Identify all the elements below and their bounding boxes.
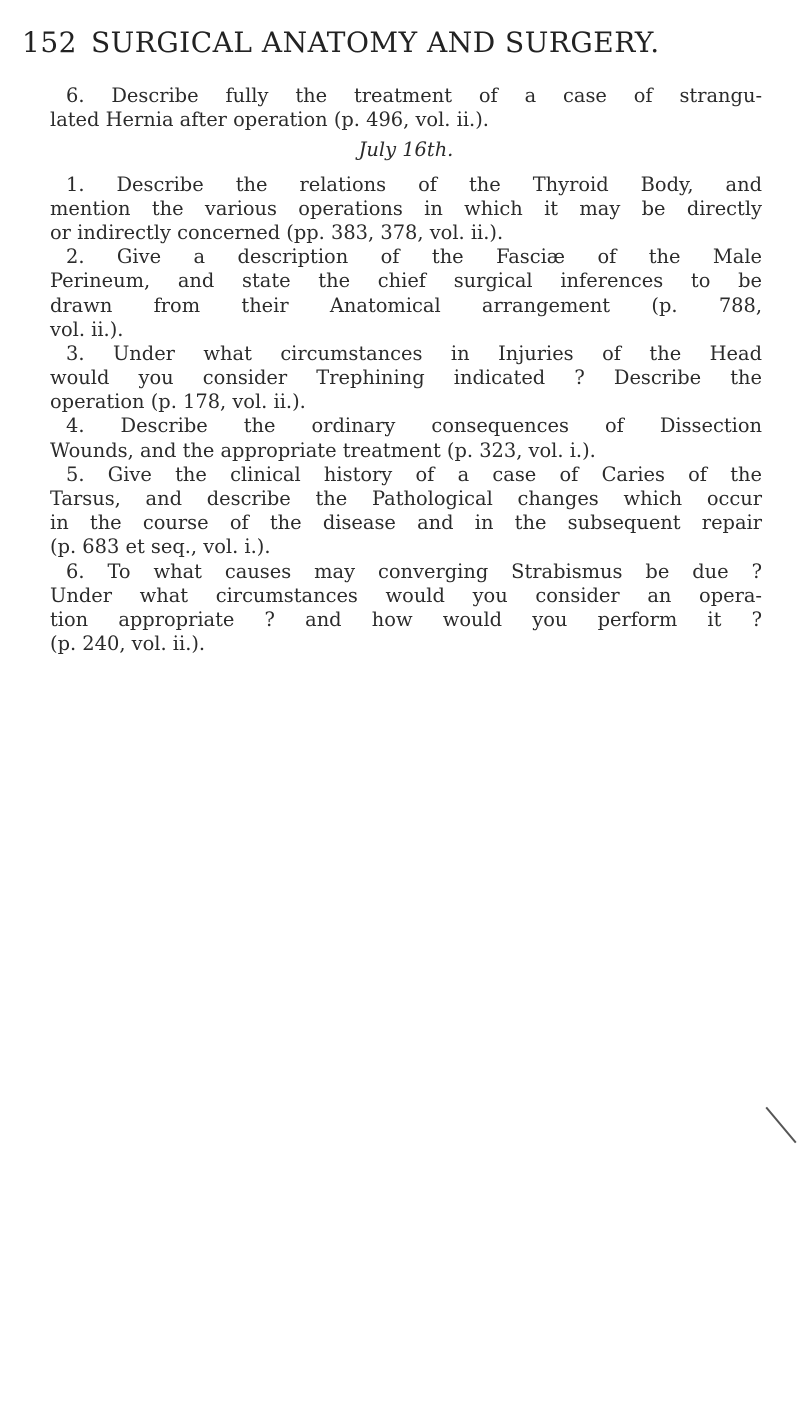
- question-6b-line-4: (p. 240, vol. ii.).: [50, 632, 206, 656]
- question-4-line-2: Wounds, and the appropriate treatment (p. 323, vol. i.).: [50, 438, 596, 462]
- question-5-line-3: in the course of the disease and in the subsequent repair: [50, 511, 762, 535]
- question-5-line-4: (p. 683 et seq., vol. i.).: [50, 535, 271, 559]
- question-3-line-3: operation (p. 178, vol. ii.).: [50, 390, 306, 414]
- pencil-mark: [765, 1107, 796, 1144]
- exam-questions: [50, 84, 762, 656]
- question-1-line-2: mention the various operations in which it may be directly: [50, 196, 762, 220]
- question-6b-line-1: 6. To what causes may converging Strabismus be due ?: [66, 559, 762, 583]
- question-6b-line-2: Under what circumstances would you consider an opera-: [50, 583, 762, 607]
- section-date: July 16th.: [358, 138, 454, 162]
- question-2-line-3: drawn from their Anatomical arrangement (p. 788,: [50, 293, 762, 317]
- question-5-line-1: 5. Give the clinical history of a case of Caries of the: [66, 462, 762, 486]
- question-4-line-1: 4. Describe the ordinary consequences of Dissection: [66, 414, 762, 438]
- question-2-line-2: Perineum, and state the chief surgical inferences to be: [50, 269, 762, 293]
- question-5-line-2: Tarsus, and describe the Pathological changes which occur: [50, 487, 762, 510]
- question-2-line-4: vol. ii.).: [50, 317, 124, 341]
- question-6-line-2: lated Hernia after operation (p. 496, vol. ii.).: [50, 108, 489, 132]
- question-3-line-2: would you consider Trephining indicated ? Describe the: [50, 366, 762, 390]
- question-2-line-1: 2. Give a description of the Fasciæ of the Male: [66, 245, 762, 269]
- question-6b-line-3: tion appropriate ? and how would you perform it ?: [50, 607, 762, 631]
- question-3-line-1: 3. Under what circumstances in Injuries of the Head: [66, 341, 762, 365]
- question-1-line-3: or indirectly concerned (pp. 383, 378, vol. ii.).: [50, 220, 504, 244]
- running-header: [22, 26, 782, 59]
- question-6-line-1: 6. Describe fully the treatment of a case of strangu-: [66, 84, 762, 107]
- question-1-line-1: 1. Describe the relations of the Thyroid Body, and: [66, 172, 762, 196]
- page-number: 152: [22, 26, 77, 59]
- running-title: SURGICAL ANATOMY AND SURGERY.: [90, 26, 660, 59]
